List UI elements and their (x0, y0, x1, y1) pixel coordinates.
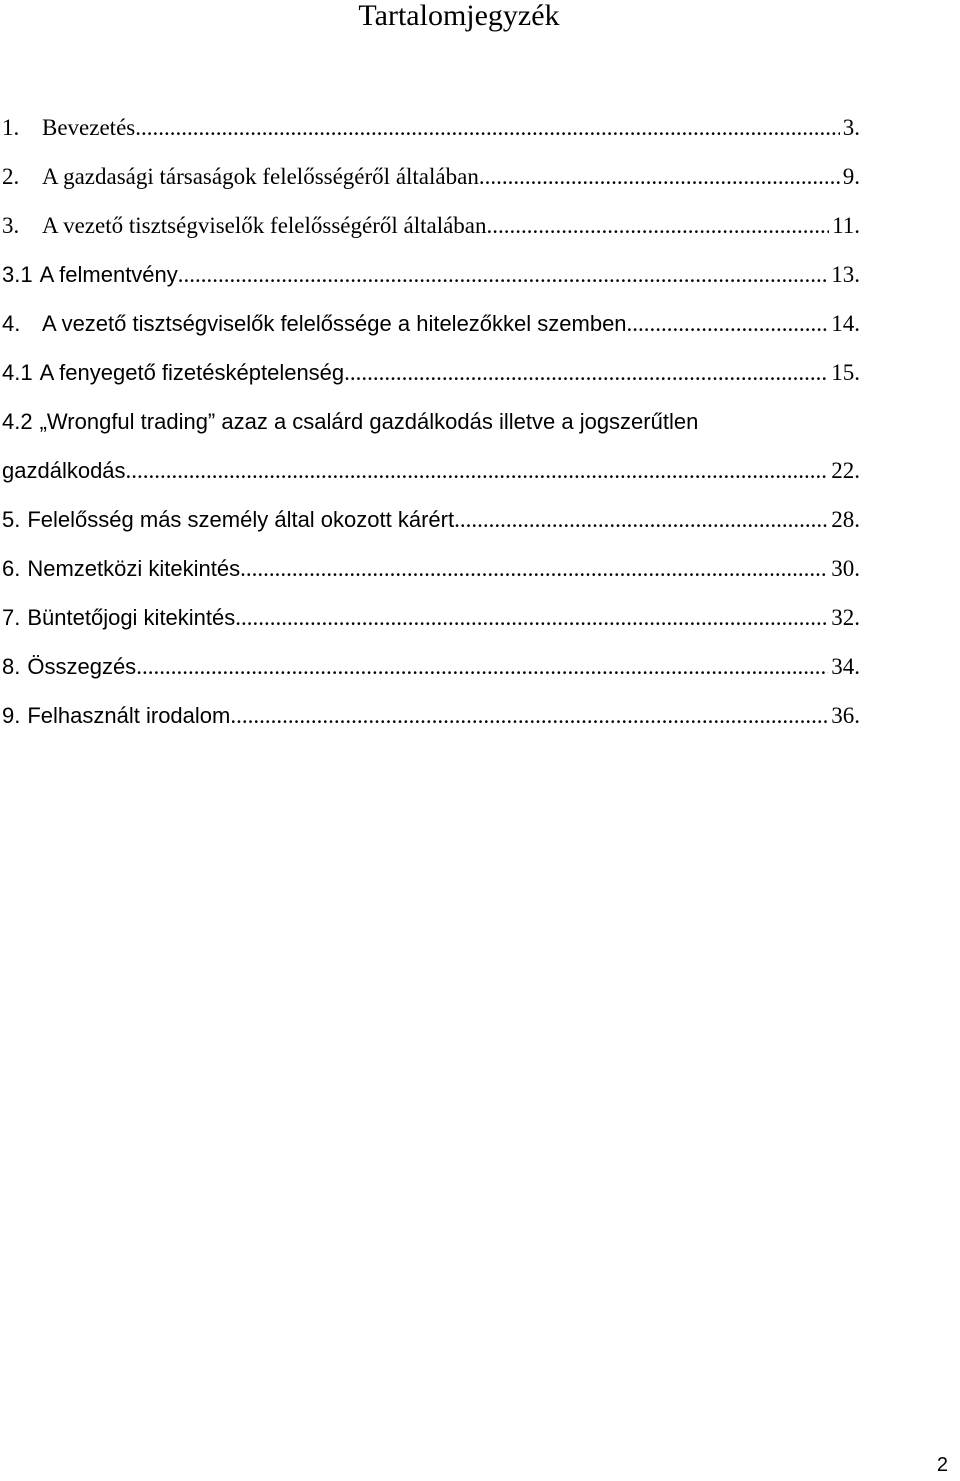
toc-entry-number: 5. (2, 507, 21, 532)
toc-entry-number: 8. (2, 654, 21, 679)
toc-entry-label: „Wrongful trading” azaz a csalárd gazdálkodás illetve a jogszerűtlen (39, 409, 699, 434)
toc-entry-number: 4.2 (2, 409, 33, 434)
toc-entry-page: 32. (831, 605, 860, 630)
toc-dot-leader (627, 299, 829, 348)
toc-entry-3[interactable] (2, 201, 860, 250)
toc-dot-leader (136, 642, 828, 691)
toc-entry-label: Nemzetközi kitekintés (27, 556, 241, 581)
toc-entry-number: 4.1 (2, 360, 33, 385)
toc-entry-2[interactable] (2, 152, 860, 201)
toc-dot-leader (240, 544, 828, 593)
toc-entry-number: 3.1 (2, 262, 33, 287)
toc-entry-page: 15. (831, 360, 860, 385)
toc-entry-3-1[interactable] (2, 250, 860, 299)
toc-dot-leader (454, 495, 828, 544)
toc-entry-page: 14. (831, 311, 860, 336)
toc-entry-number: 2. (2, 164, 20, 189)
toc-entry-4-1[interactable] (2, 348, 860, 397)
toc-entry-label: A gazdasági társaságok felelősségéről általában (42, 164, 479, 189)
toc-dot-leader (344, 348, 828, 397)
toc-entry-label: Felhasznált irodalom (27, 703, 231, 728)
toc-entry-4-2[interactable] (2, 397, 860, 446)
toc-entry-7[interactable] (2, 593, 860, 642)
toc-entry-number: 4. (2, 311, 21, 336)
toc-dot-leader (479, 152, 840, 201)
toc-entry-5[interactable] (2, 495, 860, 544)
toc-dot-leader (235, 593, 828, 642)
toc-entry-label-continued: gazdálkodás (2, 458, 126, 483)
toc-entry-4-2-continued[interactable] (2, 446, 860, 495)
toc-dot-leader (178, 250, 828, 299)
toc-entry-number: 6. (2, 556, 21, 581)
toc-entry-6[interactable] (2, 544, 860, 593)
toc-dot-leader (230, 691, 828, 740)
toc-entry-label: Büntetőjogi kitekintés (27, 605, 236, 630)
toc-entry-number: 7. (2, 605, 21, 630)
toc-entry-label: A vezető tisztségviselők felelőssége a hitelezőkkel szemben (42, 311, 627, 336)
toc-entry-page: 11. (832, 213, 860, 238)
toc-entry-label: Felelősség más személy által okozott kárért (27, 507, 455, 532)
toc-entry-label: A fenyegető fizetésképtelenség (39, 360, 345, 385)
toc-entry-label: A vezető tisztségviselők felelősségéről általában (42, 213, 487, 238)
toc-dot-leader (135, 103, 840, 152)
toc-entry-page: 28. (831, 507, 860, 532)
toc-entry-page: 36. (831, 703, 860, 728)
toc-entry-page: 22. (831, 458, 860, 483)
toc-entry-label: Összegzés (27, 654, 137, 679)
toc-entry-page: 3. (842, 115, 860, 140)
toc-entry-page: 34. (831, 654, 860, 679)
toc-entry-label: A felmentvény (39, 262, 178, 287)
toc-entry-8[interactable] (2, 642, 860, 691)
toc-entry-number: 9. (2, 703, 21, 728)
toc-entry-9[interactable] (2, 691, 860, 740)
page-title: Tartalomjegyzék (358, 0, 560, 32)
toc-dot-leader (126, 446, 829, 495)
toc-entry-label: Bevezetés (42, 115, 136, 140)
toc-entry-number: 3. (2, 213, 20, 238)
toc-dot-leader (487, 201, 830, 250)
page-number: 2 (936, 1454, 948, 1476)
toc-entry-page: 30. (831, 556, 860, 581)
toc-entry-number: 1. (2, 115, 20, 140)
toc-entry-4[interactable] (2, 299, 860, 348)
toc-entry-page: 13. (831, 262, 860, 287)
table-of-contents (2, 103, 860, 740)
toc-entry-page: 9. (842, 164, 860, 189)
toc-entry-1[interactable] (2, 103, 860, 152)
